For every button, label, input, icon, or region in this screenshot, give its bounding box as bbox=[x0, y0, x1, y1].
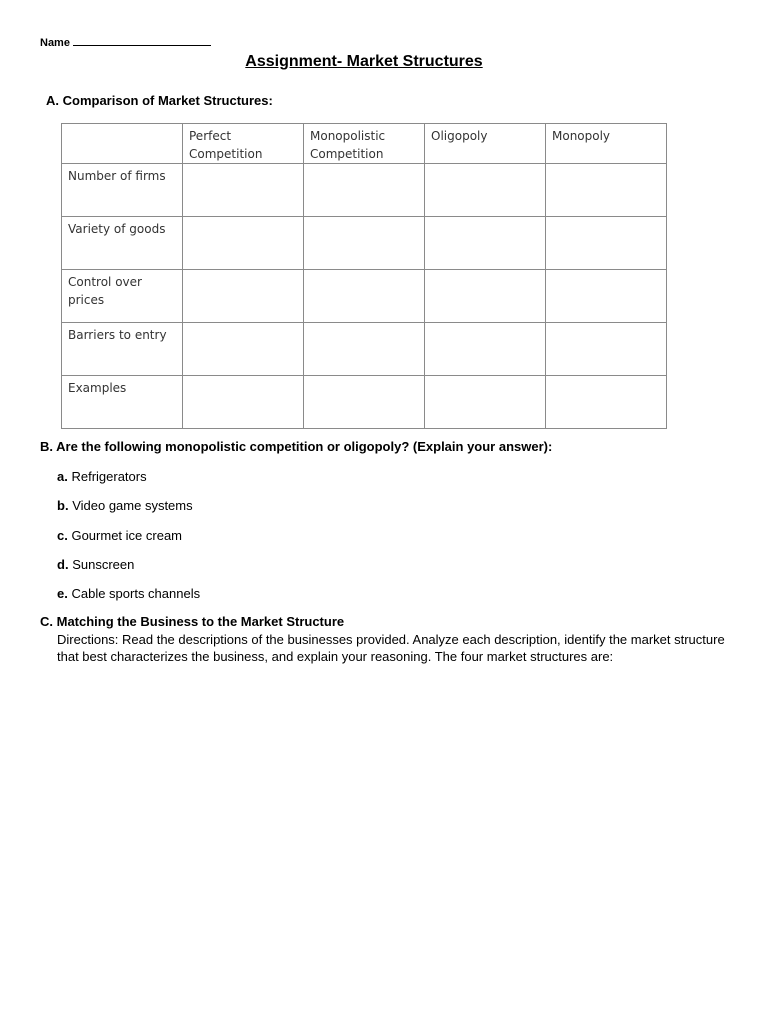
answer-cell[interactable] bbox=[183, 164, 304, 217]
item-letter: e. bbox=[57, 586, 68, 602]
row-label-barriers-to-entry: Barriers to entry bbox=[62, 323, 183, 376]
name-blank-line[interactable] bbox=[73, 35, 211, 46]
item-letter: c. bbox=[57, 527, 68, 543]
header-cell-perfect-competition: Perfect Competition bbox=[183, 124, 304, 164]
item-letter: a. bbox=[57, 469, 68, 484]
answer-cell[interactable] bbox=[546, 376, 667, 429]
list-item bbox=[57, 557, 200, 586]
answer-cell[interactable] bbox=[183, 323, 304, 376]
answer-cell[interactable] bbox=[304, 217, 425, 270]
table-row bbox=[62, 164, 667, 217]
section-c-directions: Directions: Read the descriptions of the businesses provided. Analyze each description, identify the market structure that best characterizes the business, and explain your reasoning. The four market structures are: bbox=[57, 632, 725, 664]
answer-cell[interactable] bbox=[304, 164, 425, 217]
item-text: Cable sports channels bbox=[71, 586, 201, 602]
answer-cell[interactable] bbox=[425, 376, 546, 429]
answer-cell[interactable] bbox=[425, 217, 546, 270]
table-row bbox=[62, 323, 667, 376]
section-b-heading: B. Are the following monopolistic competition or oligopoly? (Explain your answer): bbox=[40, 439, 553, 454]
row-label-examples: Examples bbox=[62, 376, 183, 429]
header-cell-blank bbox=[62, 124, 183, 164]
table-row bbox=[62, 217, 667, 270]
answer-cell[interactable] bbox=[183, 217, 304, 270]
item-text: Refrigerators bbox=[71, 469, 147, 484]
name-label: Name bbox=[40, 37, 70, 49]
list-item bbox=[57, 586, 200, 615]
answer-cell[interactable] bbox=[183, 376, 304, 429]
item-text: Sunscreen bbox=[72, 556, 135, 572]
answer-cell[interactable] bbox=[304, 323, 425, 376]
list-item bbox=[57, 498, 200, 527]
item-text: Video game systems bbox=[72, 498, 193, 514]
list-item bbox=[57, 469, 200, 498]
question-list bbox=[57, 469, 200, 615]
row-label-control-over-prices: Control over prices bbox=[62, 270, 183, 323]
header-cell-monopoly: Monopoly bbox=[546, 124, 667, 164]
page-title: Assignment- Market Structures bbox=[245, 53, 483, 70]
header-cell-monopolistic-competition: Monopolistic Competition bbox=[304, 124, 425, 164]
section-c-heading: C. Matching the Business to the Market Structure bbox=[40, 614, 345, 629]
answer-cell[interactable] bbox=[546, 217, 667, 270]
list-item bbox=[57, 528, 200, 557]
row-label-variety-of-goods: Variety of goods bbox=[62, 217, 183, 270]
answer-cell[interactable] bbox=[304, 376, 425, 429]
table-row bbox=[62, 376, 667, 429]
answer-cell[interactable] bbox=[183, 270, 304, 323]
section-a-heading: A. Comparison of Market Structures: bbox=[46, 93, 273, 108]
answer-cell[interactable] bbox=[425, 164, 546, 217]
answer-cell[interactable] bbox=[425, 323, 546, 376]
comparison-table bbox=[61, 123, 667, 429]
answer-cell[interactable] bbox=[546, 323, 667, 376]
table-row bbox=[62, 270, 667, 323]
item-letter: d. bbox=[57, 556, 69, 572]
header-cell-oligopoly: Oligopoly bbox=[425, 124, 546, 164]
table-header-row bbox=[62, 124, 667, 164]
answer-cell[interactable] bbox=[304, 270, 425, 323]
answer-cell[interactable] bbox=[425, 270, 546, 323]
item-letter: b. bbox=[57, 498, 69, 514]
answer-cell[interactable] bbox=[546, 164, 667, 217]
row-label-number-of-firms: Number of firms bbox=[62, 164, 183, 217]
name-field bbox=[40, 35, 211, 49]
item-text: Gourmet ice cream bbox=[71, 527, 183, 543]
answer-cell[interactable] bbox=[546, 270, 667, 323]
